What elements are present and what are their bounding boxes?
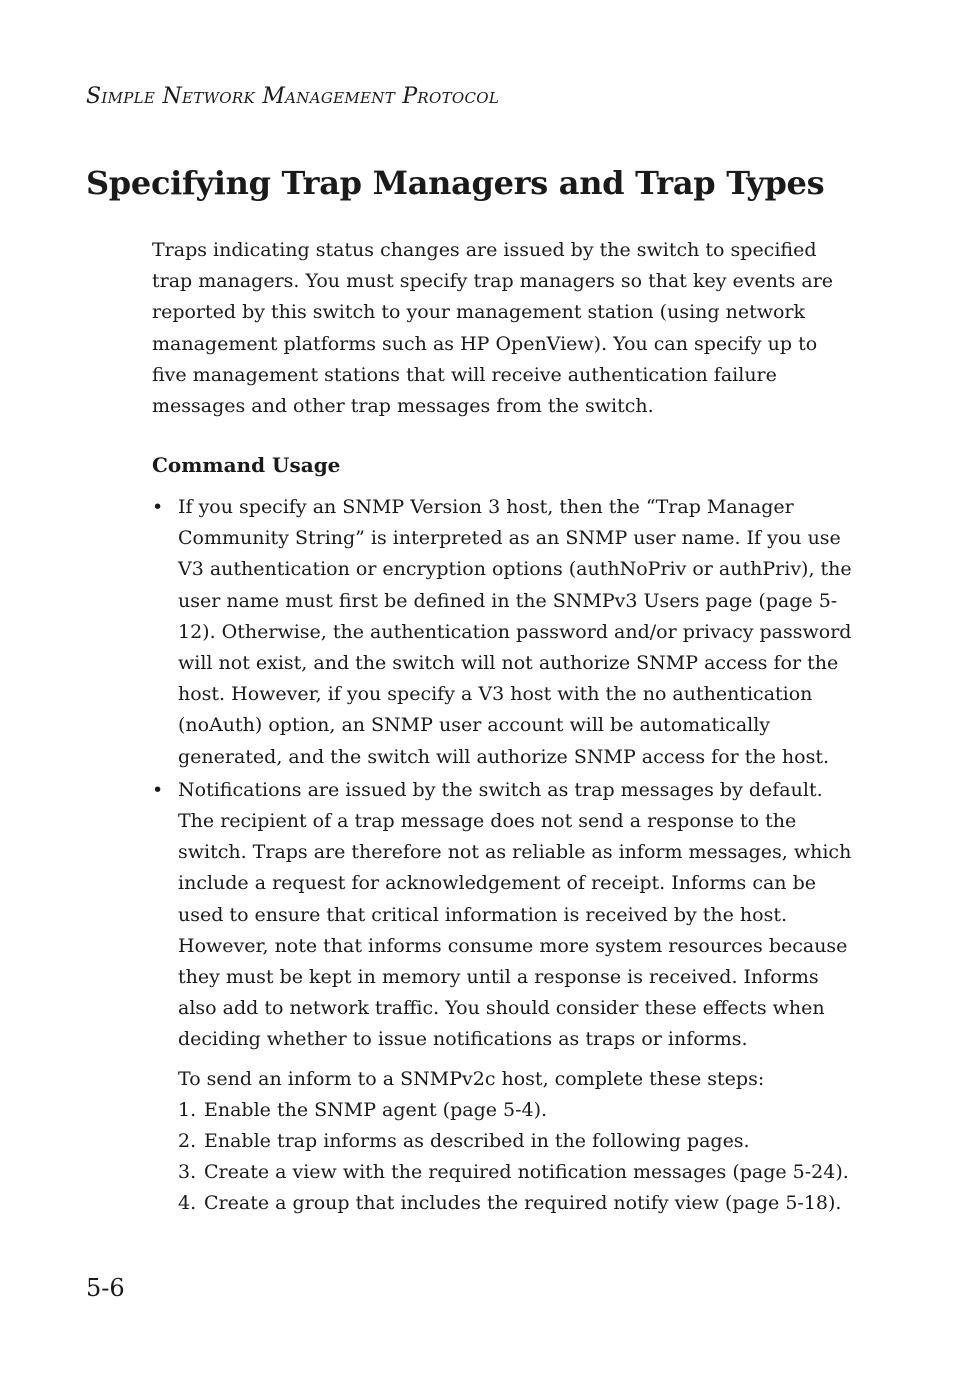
step-text: Create a group that includes the required notify view (page 5-18). <box>204 1192 842 1215</box>
running-head-word: MANAGEMENT <box>262 84 396 109</box>
bullet-text: Notifications are issued by the switch as trap messages by default. The recipient of a trap message does not send a response to the switch. Traps are therefore not as reliable as inform messages, which include a request for acknowledgement of receipt. Informs can be used to ensure that critical information is received by the host. However, note that informs consume more system resources because they must be kept in memory until a response is received. Informs also add to network traffic. You should consider these effects when deciding whether to issue notifications as traps or informs. <box>178 778 852 1051</box>
intro-paragraph: Traps indicating status changes are issued by the switch to specified trap managers. You must specify trap managers so that key events are reported by this switch to your management station (using network management platforms such as HP OpenView). You can specify up to five management stations that will receive authentication failure messages and other trap messages from the switch. <box>152 239 834 418</box>
bullet-icon: • <box>152 778 164 801</box>
bullet-icon: • <box>152 496 164 518</box>
step-number: 2. <box>178 1130 197 1153</box>
command-usage-section <box>152 492 852 1220</box>
step-number: 4. <box>178 1192 197 1215</box>
bullet-text: If you specify an SNMP Version 3 host, then the “Trap Manager Community String” is interpreted as an SNMP user name. If you use V3 authentication or encryption options (authNoPriv or authPriv), the user name must first be defined in the SNMPv3 Users page (page 5-12). Otherwise, the authentication password and/or privacy password will not exist, and the switch will not authorize SNMP access for the host. However, if you specify a V3 host with the no authentication (noAuth) option, an SNMP user account will be automatically generated, and the switch will authorize SNMP access for the host. <box>178 496 852 768</box>
running-head-word: SIMPLE <box>86 84 156 109</box>
step-text: Create a view with the required notification messages (page 5-24). <box>204 1161 849 1184</box>
running-head-word: NETWORK <box>162 84 256 109</box>
steps-intro: To send an inform to a SNMPv2c host, complete these steps: <box>178 1067 765 1090</box>
step-text: Enable trap informs as described in the following pages. <box>204 1130 750 1153</box>
step-number: 1. <box>178 1098 197 1121</box>
page-title: Specifying Trap Managers and Trap Types <box>86 164 825 202</box>
step-item <box>178 1095 852 1126</box>
step-text: Enable the SNMP agent (page 5-4). <box>204 1098 548 1121</box>
step-number: 3. <box>178 1161 197 1184</box>
running-head <box>86 84 499 109</box>
command-usage-heading: Command Usage <box>152 453 341 477</box>
list-item <box>152 775 852 1056</box>
page-number: 5-6 <box>86 1274 125 1302</box>
step-item <box>178 1188 852 1219</box>
step-item <box>178 1126 852 1157</box>
steps-list <box>152 1095 852 1220</box>
list-item <box>152 492 852 773</box>
usage-bullet-list <box>152 492 852 1056</box>
intro-section <box>152 235 852 422</box>
step-item <box>178 1157 852 1188</box>
running-head-word: PROTOCOL <box>402 84 500 109</box>
